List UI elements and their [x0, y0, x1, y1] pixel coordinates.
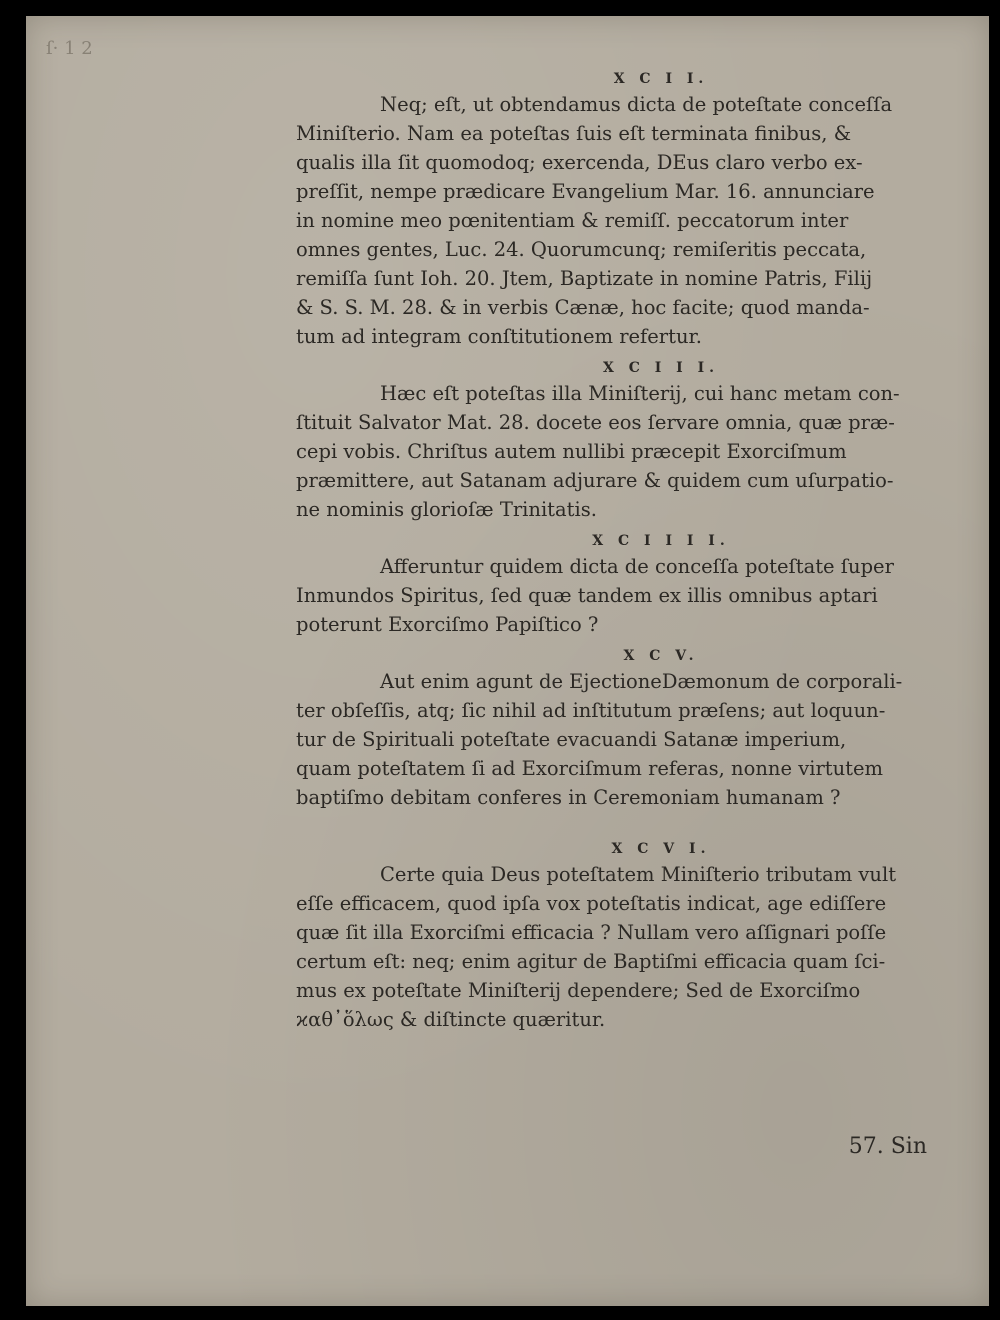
section-heading: X C I I I. — [602, 360, 720, 376]
section-xciiii — [296, 530, 986, 639]
corner-mark: ſ· 1 2 — [46, 38, 93, 59]
text-line: qualis illa ſit quomodoq; exercenda, DEus claro verbo ex- — [296, 151, 863, 174]
text-line: quam poteſtatem ſi ad Exorciſmum referas, nonne virtutem — [296, 757, 884, 780]
text-line: remiſſa ſunt Ioh. 20. Jtem, Baptizate in nomine Patris, Filij — [296, 267, 873, 290]
main-text — [296, 68, 986, 1034]
section-heading: X C V I. — [611, 841, 711, 857]
text-line: Inmundos Spiritus, ſed quæ tandem ex illis omnibus aptari — [296, 584, 878, 607]
text-line: eſſe efficacem, quod ipſa vox poteſtatis indicat, age ediſſere — [296, 892, 887, 915]
section-xcv — [296, 645, 986, 812]
text-line: tum ad integram conſtitutionem refertur. — [296, 325, 702, 348]
text-line: baptiſmo debitam conferes in Ceremoniam humanam ? — [296, 786, 841, 809]
section-xcvi — [296, 838, 986, 1034]
text-line: Aut enim agunt de EjectioneDæmonum de corporali- — [380, 670, 903, 693]
text-line: Hæc eſt poteſtas illa Miniſterij, cui hanc metam con- — [380, 382, 900, 405]
paragraph — [296, 90, 986, 351]
text-line: cepi vobis. Chriſtus autem nullibi præcepit Exorciſmum — [296, 440, 847, 463]
section-heading: X C V. — [623, 648, 699, 664]
section-heading: X C I I. — [613, 71, 709, 87]
text-line: ne nominis glorioſæ Trinitatis. — [296, 498, 597, 521]
text-line: ter obſeſſis, atq; ſic nihil ad inſtitutum præſens; aut loquun- — [296, 699, 886, 722]
manuscript-page — [26, 16, 989, 1306]
text-line: omnes gentes, Luc. 24. Quorumcunq; remiſeritis peccata, — [296, 238, 867, 261]
text-line: ϰαθ᾽ὅλως & diſtincte quæritur. — [296, 1008, 606, 1031]
text-line: Neq; eſt, ut obtendamus dicta de poteſtate conceſſa — [380, 93, 893, 116]
text-line: in nomine meo pœnitentiam & remiſſ. peccatorum inter — [296, 209, 849, 232]
text-line: certum eſt: neq; enim agitur de Baptiſmi efficacia quam ſci- — [296, 950, 886, 973]
text-line: poterunt Exorciſmo Papiſtico ? — [296, 613, 599, 636]
section-heading: X C I I I I. — [592, 533, 730, 549]
paragraph — [296, 379, 986, 524]
section-xcii — [296, 68, 986, 351]
text-line: quæ ſit illa Exorciſmi efficacia ? Nullam vero aſſignari poſſe — [296, 921, 887, 944]
text-line: ſtituit Salvator Mat. 28. docete eos ſervare omnia, quæ præ- — [296, 411, 895, 434]
text-line: mus ex poteſtate Miniſterij dependere; Sed de Exorciſmo — [296, 979, 861, 1002]
paragraph — [296, 552, 986, 639]
text-line: tur de Spirituali poteſtate evacuandi Satanæ imperium, — [296, 728, 847, 751]
catchword: 57. Sin — [848, 1134, 927, 1159]
text-line: præmittere, aut Satanam adjurare & quidem cum uſurpatio- — [296, 469, 894, 492]
text-line: preſſit, nempe prædicare Evangelium Mar. 16. annunciare — [296, 180, 875, 203]
text-line: Miniſterio. Nam ea poteſtas ſuis eſt terminata finibus, & — [296, 122, 852, 145]
paragraph — [296, 667, 986, 812]
text-line: Afferuntur quidem dicta de conceſſa poteſtate ſuper — [380, 555, 894, 578]
text-line: Certe quia Deus poteſtatem Miniſterio tributam vult — [380, 863, 897, 886]
section-xciii — [296, 357, 986, 524]
paragraph — [296, 860, 986, 1034]
text-line: & S. S. M. 28. & in verbis Cænæ, hoc facite; quod manda- — [296, 296, 870, 319]
